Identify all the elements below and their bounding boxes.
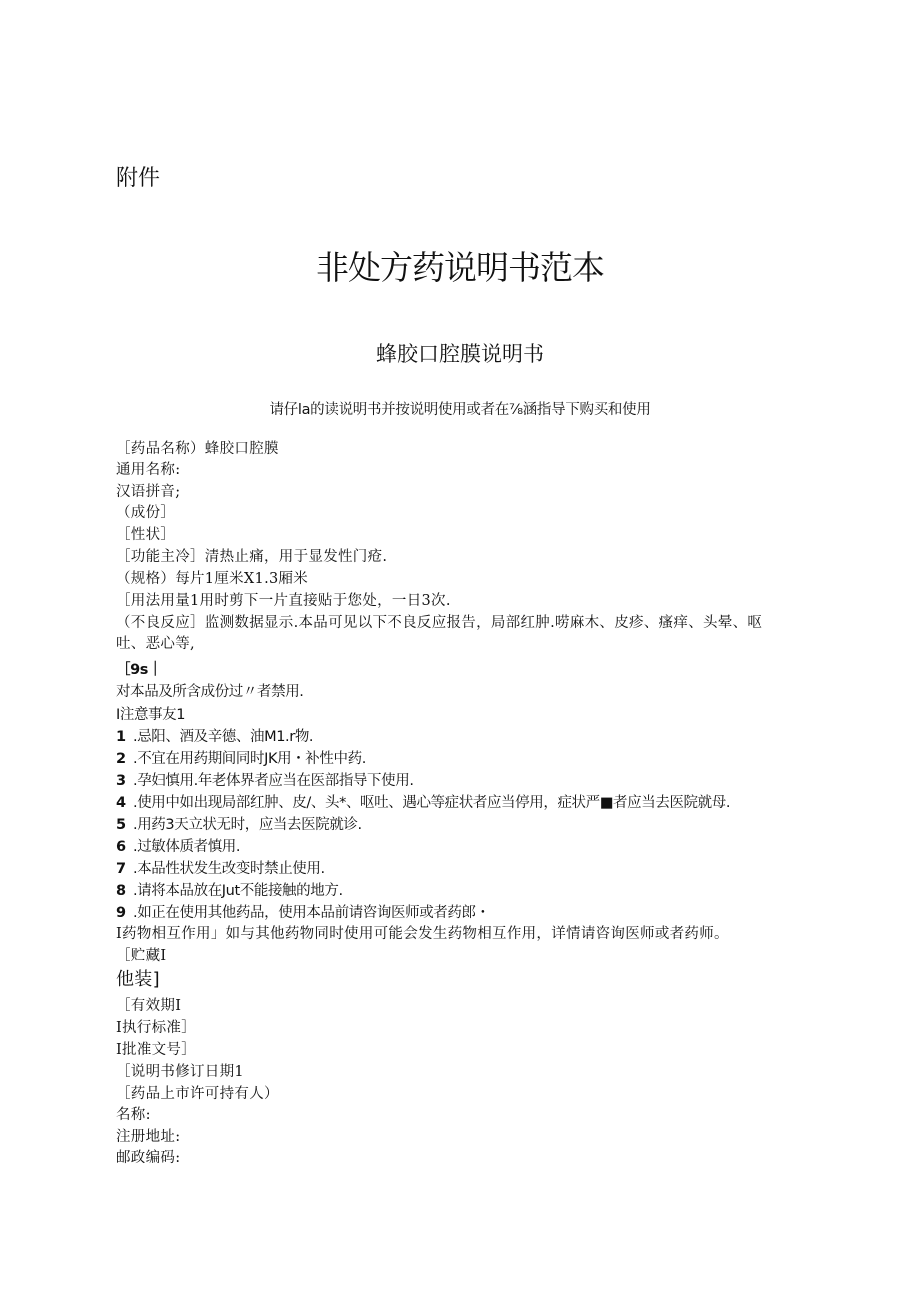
interactions-field: I药物相互作用」如与其他药物同时使用可能会发生药物相互作用，详情请咨询医师或者药师。: [116, 926, 729, 942]
attachment-label: 附件: [116, 166, 161, 191]
document-subtitle: 蜂胶口腔膜说明书: [376, 342, 544, 366]
precaution-item: [116, 815, 362, 835]
adverse-reactions-line2: 吐、恶心等,: [116, 636, 195, 652]
precaution-number: 3: [116, 773, 126, 789]
precaution-item: [116, 771, 414, 791]
precaution-number: 2: [116, 751, 126, 767]
precaution-number: 4: [116, 795, 126, 811]
precaution-item: [116, 793, 730, 813]
precaution-text: .忌阳、酒及辛德、油M1.r物.: [133, 729, 314, 745]
document-title: 非处方药说明书范本: [316, 248, 604, 287]
precaution-item: [116, 837, 240, 857]
expiry-field: ［有效期I: [116, 998, 182, 1014]
precaution-item: [116, 727, 313, 747]
precaution-item: [116, 881, 343, 901]
precaution-text: .用药3天立状无时，应当去医院就诊.: [133, 817, 362, 833]
precaution-item: [116, 903, 490, 923]
precaution-text: .本品性状发生改变时禁止使用.: [133, 861, 325, 877]
storage-field: ［贮藏I: [116, 948, 167, 964]
postcode-field: 邮政编码:: [116, 1150, 181, 1166]
package-field: 他装]: [116, 969, 160, 990]
contraindications-heading: ［9s｜: [116, 662, 163, 678]
indications-field: ［功能主冷］清热止痛，用于显发性门疮.: [116, 549, 388, 565]
pinyin-field: 汉语拼音;: [116, 484, 181, 500]
precaution-number: 6: [116, 839, 126, 855]
registered-address-field: 注册地址:: [116, 1129, 181, 1145]
precaution-text: .使用中如出现局部红肿、皮/、头*、呕吐、遇心等症状者应当停用，症状严■者应当去医院就母.: [133, 795, 731, 811]
revision-date-field: ［说明书修订日期1: [116, 1064, 244, 1080]
precaution-text: .孕妇慎用.年老体界者应当在医部指导下使用.: [133, 773, 414, 789]
precaution-text: .不宜在用药期间同时JK用・补性中药.: [133, 751, 366, 767]
specification-field: （规格）每片1厘米X1.3厢米: [116, 571, 309, 587]
ingredients-field: （成份］: [116, 505, 176, 521]
standard-field: I执行标准］: [116, 1020, 197, 1036]
contraindications-text: 对本品及所含成份过〃者禁用.: [116, 684, 304, 700]
precaution-number: 1: [116, 729, 126, 745]
precaution-text: .如正在使用其他药品，使用本品前请咨询医师或者药郎・: [133, 905, 490, 921]
precaution-number: 8: [116, 883, 126, 899]
precaution-number: 7: [116, 861, 126, 877]
dosage-field: ［用法用量1用时剪下一片直接贴于您处，一日3次.: [116, 593, 451, 609]
precaution-item: [116, 859, 325, 879]
properties-field: ［性状］: [116, 527, 176, 543]
license-holder-field: ［药品上市许可持有人）: [116, 1086, 279, 1102]
precaution-text: .过敏体质者慎用.: [133, 839, 241, 855]
holder-name-field: 名称:: [116, 1107, 151, 1123]
common-name-field: 通用名称:: [116, 462, 181, 478]
usage-warning: 请仔la的读说明书并按说明使用或者在⅞涵指导下购买和使用: [269, 402, 651, 418]
precaution-text: .请将本品放在Jut不能接触的地方.: [133, 883, 343, 899]
precaution-number: 5: [116, 817, 126, 833]
drug-name-field: ［药品名称）蜂胶口腔膜: [116, 441, 279, 457]
precaution-item: [116, 749, 366, 769]
adverse-reactions-line1: （不良反应］监测数据显示.本品可见以下不良反应报告，局部红肿.唠麻木、皮疹、瘙痒、头晕、呕: [116, 615, 763, 631]
precaution-number: 9: [116, 905, 126, 921]
precautions-heading: I注意事友1: [116, 707, 186, 723]
approval-number-field: I批准文号］: [116, 1042, 197, 1058]
